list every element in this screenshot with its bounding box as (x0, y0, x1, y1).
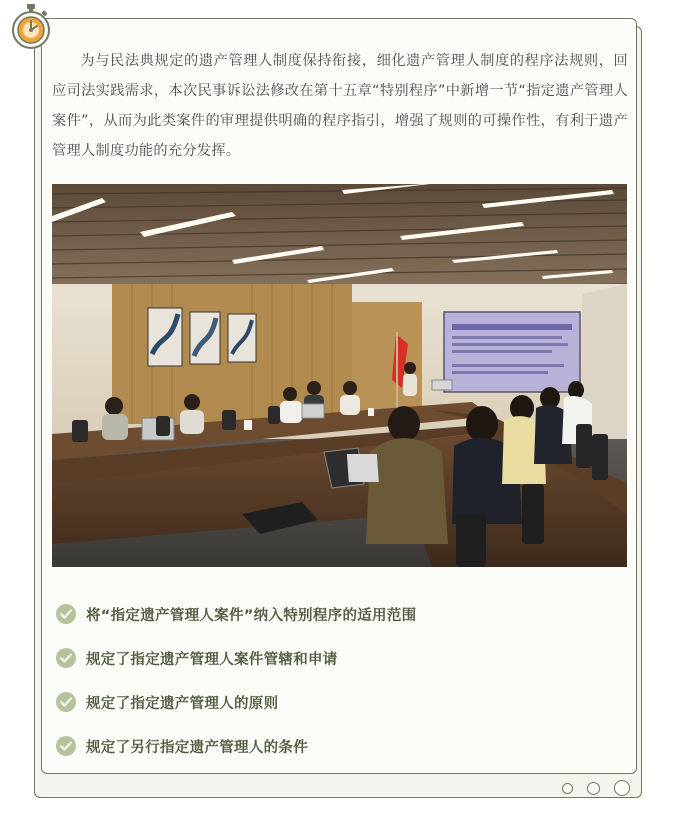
dot-small (562, 783, 573, 794)
check-circle-icon (56, 692, 76, 712)
dot-large (614, 780, 630, 796)
check-circle-icon (56, 604, 76, 624)
key-point-text: 将“指定遗产管理人案件”纳入特别程序的适用范围 (86, 607, 417, 624)
key-point-text: 规定了指定遗产管理人案件管辖和申请 (86, 651, 338, 668)
dot-medium (587, 782, 600, 795)
check-circle-icon (56, 736, 76, 756)
list-item (56, 680, 616, 724)
meeting-room-photo (52, 184, 627, 567)
stopwatch-icon (8, 2, 54, 52)
key-points-list (56, 592, 616, 768)
list-item (56, 724, 616, 768)
key-point-text: 规定了指定遗产管理人的原则 (86, 695, 279, 712)
key-point-text: 规定了另行指定遗产管理人的条件 (86, 739, 308, 756)
pagination-dots-icon (562, 780, 630, 796)
intro-paragraph: 为与民法典规定的遗产管理人制度保持衔接，细化遗产管理人制度的程序法规则，回应司法实践需求，本次民事诉讼法修改在第十五章“特别程序”中新增一节“指定遗产管理人案件”，从而为此类案件的审理提供明确的程序指引，增强了规则的可操作性，有利于遗产管理人制度功能的充分发挥。 (52, 53, 628, 159)
check-circle-icon (56, 648, 76, 668)
list-item (56, 636, 616, 680)
list-item (56, 592, 616, 636)
